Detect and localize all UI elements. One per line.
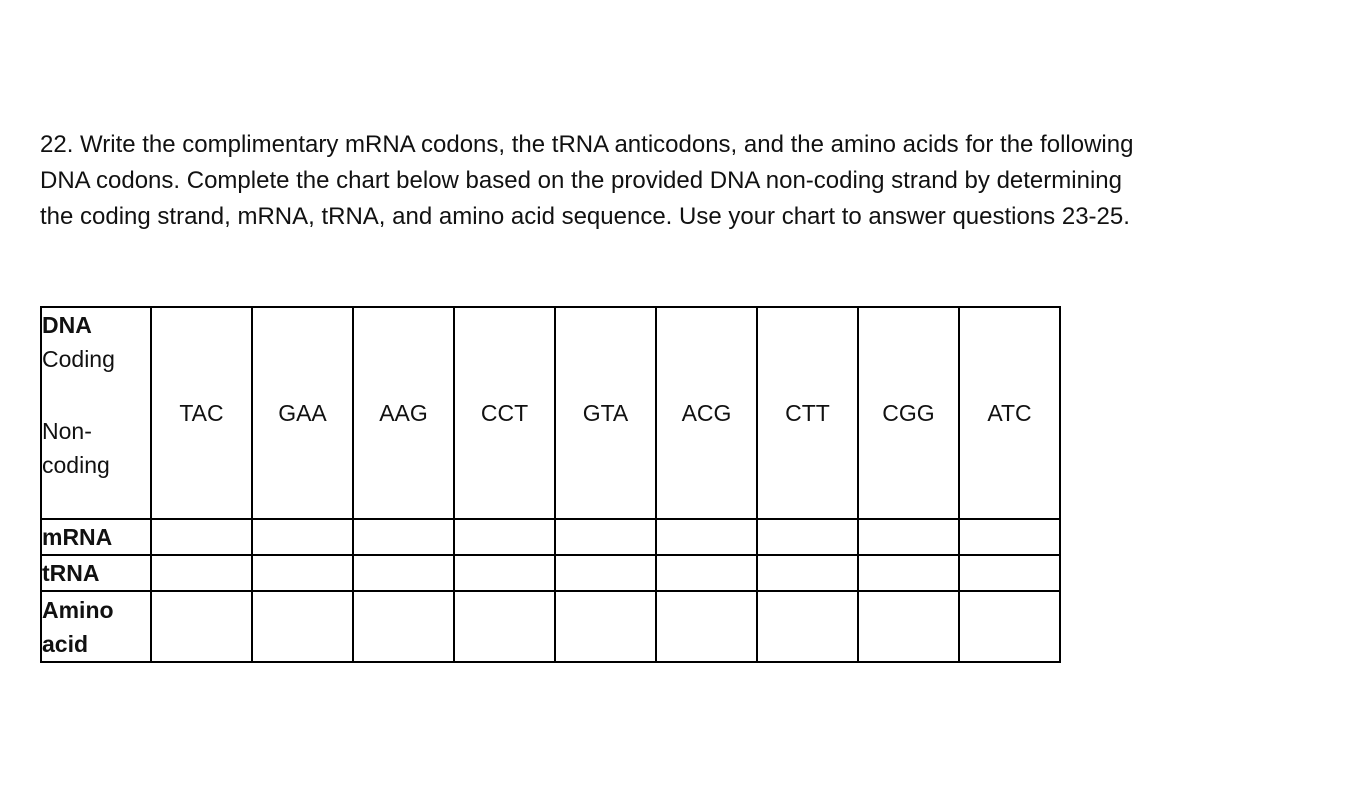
amino-acid-label <box>41 591 151 662</box>
mrna-label: mRNA <box>41 519 151 555</box>
noncoding-codon-3: AAG <box>353 307 454 519</box>
question-line-2: DNA codons. Complete the chart below based on the provided DNA non-coding strand by determining <box>40 167 1122 194</box>
amino-cell-5[interactable] <box>555 591 656 662</box>
trna-cell-2[interactable] <box>252 555 353 591</box>
dna-label: DNA <box>42 312 92 338</box>
amino-cell-8[interactable] <box>858 591 959 662</box>
trna-label: tRNA <box>41 555 151 591</box>
noncoding-codon-2: GAA <box>252 307 353 519</box>
amino-cell-9[interactable] <box>959 591 1060 662</box>
mrna-cell-2[interactable] <box>252 519 353 555</box>
noncoding-codon-6: ACG <box>656 307 757 519</box>
mrna-cell-1[interactable] <box>151 519 252 555</box>
trna-cell-9[interactable] <box>959 555 1060 591</box>
mrna-cell-4[interactable] <box>454 519 555 555</box>
dna-row <box>41 307 1060 519</box>
amino-cell-7[interactable] <box>757 591 858 662</box>
noncoding-codon-9: ATC <box>959 307 1060 519</box>
mrna-cell-8[interactable] <box>858 519 959 555</box>
amino-cell-1[interactable] <box>151 591 252 662</box>
noncoding-label-1: Non- <box>42 418 92 444</box>
trna-cell-3[interactable] <box>353 555 454 591</box>
noncoding-codon-1: TAC <box>151 307 252 519</box>
trna-cell-6[interactable] <box>656 555 757 591</box>
question-text <box>40 127 1300 235</box>
noncoding-codon-4: CCT <box>454 307 555 519</box>
amino-label-2: acid <box>42 630 89 657</box>
mrna-cell-6[interactable] <box>656 519 757 555</box>
amino-cell-3[interactable] <box>353 591 454 662</box>
coding-label: Coding <box>42 346 115 372</box>
amino-cell-2[interactable] <box>252 591 353 662</box>
trna-cell-4[interactable] <box>454 555 555 591</box>
mrna-cell-7[interactable] <box>757 519 858 555</box>
trna-cell-8[interactable] <box>858 555 959 591</box>
noncoding-codon-8: CGG <box>858 307 959 519</box>
dna-label-cell <box>41 307 151 519</box>
amino-acid-row <box>41 591 1060 662</box>
question-line-1: 22. Write the complimentary mRNA codons, the tRNA anticodons, and the amino acids for the following <box>40 131 1134 158</box>
noncoding-codon-7: CTT <box>757 307 858 519</box>
mrna-cell-3[interactable] <box>353 519 454 555</box>
noncoding-label-2: coding <box>42 452 110 478</box>
trna-row <box>41 555 1060 591</box>
amino-label-1: Amino <box>42 596 114 623</box>
noncoding-codon-5: GTA <box>555 307 656 519</box>
mrna-cell-9[interactable] <box>959 519 1060 555</box>
mrna-row <box>41 519 1060 555</box>
trna-cell-1[interactable] <box>151 555 252 591</box>
trna-cell-7[interactable] <box>757 555 858 591</box>
amino-cell-6[interactable] <box>656 591 757 662</box>
amino-cell-4[interactable] <box>454 591 555 662</box>
mrna-cell-5[interactable] <box>555 519 656 555</box>
codon-chart <box>40 306 1061 663</box>
trna-cell-5[interactable] <box>555 555 656 591</box>
question-line-3: the coding strand, mRNA, tRNA, and amino acid sequence. Use your chart to answer questions 23-25. <box>40 203 1130 230</box>
